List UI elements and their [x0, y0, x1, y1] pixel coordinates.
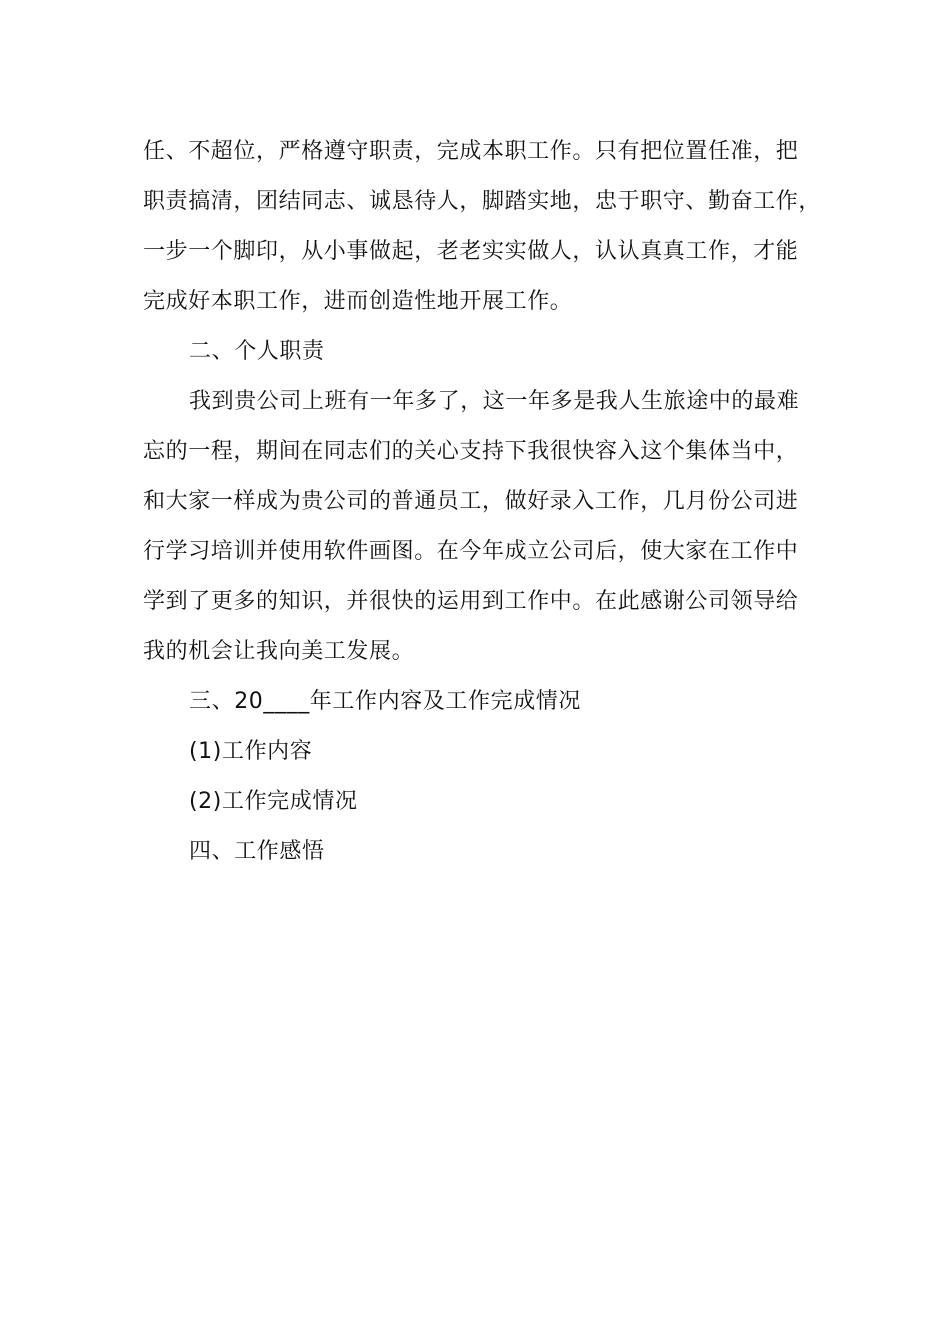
- text-line: 忘的一程，期间在同志们的关心支持下我很快容入这个集体当中，: [143, 439, 799, 464]
- text-line: 我的机会让我向美工发展。: [143, 639, 415, 664]
- text-line: 完成好本职工作，进而创造性地开展工作。: [143, 289, 573, 314]
- text-line: 我到贵公司上班有一年多了，这一年多是我人生旅途中的最难: [189, 389, 800, 414]
- text-line: 职责搞清，团结同志、诚恳待人，脚踏实地，忠于职守、勤奋工作，: [143, 189, 822, 214]
- text-line: 行学习培训并使用软件画图。在今年成立公司后，使大家在工作中: [143, 539, 799, 564]
- paragraph-continued-duties: [143, 127, 833, 327]
- section-heading-reflections: 四、工作感悟: [189, 839, 325, 864]
- subheading-work-content: (1)工作内容: [189, 739, 313, 764]
- section-heading-work-content: 三、20____年工作内容及工作完成情况: [189, 689, 581, 714]
- text-line: 任、不超位，严格遵守职责，完成本职工作。只有把位置任准，把: [143, 139, 799, 164]
- text-line: 学到了更多的知识，并很快的运用到工作中。在此感谢公司领导给: [143, 589, 799, 614]
- text-line: 一步一个脚印，从小事做起，老老实实做人，认认真真工作，才能: [143, 239, 799, 264]
- document-body: [143, 127, 833, 877]
- text-line: 和大家一样成为贵公司的普通员工，做好录入工作，几月份公司进: [143, 489, 799, 514]
- paragraph-personal-duties: [143, 377, 833, 677]
- section-heading-personal-duties: 二、个人职责: [189, 339, 325, 364]
- subheading-work-completion: (2)工作完成情况: [189, 789, 358, 814]
